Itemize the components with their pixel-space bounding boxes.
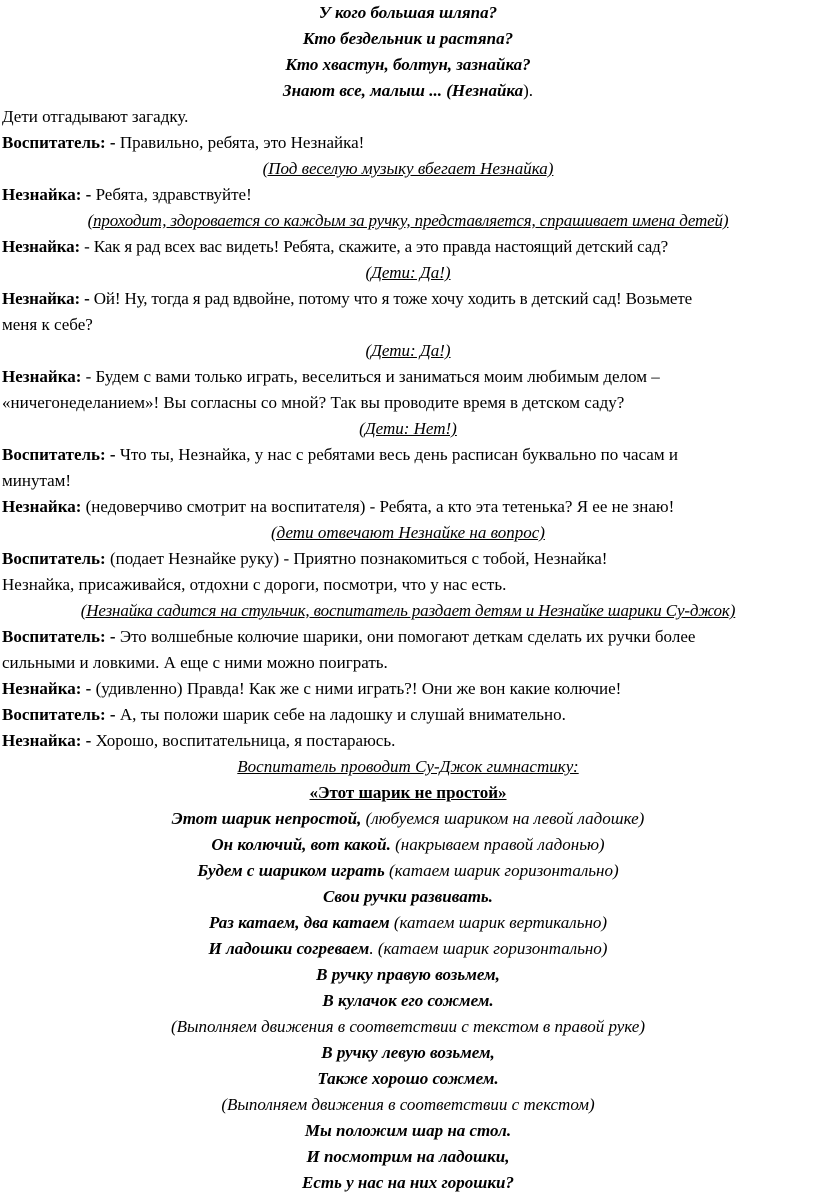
neznaika-line-7 [2, 728, 814, 754]
riddle-line-2: Кто бездельник и растяпа? [302, 29, 514, 48]
document-page [2, 0, 814, 1196]
teacher-line-3b: Незнайка, присаживайся, отдохни с дороги, посмотри, что у нас есть. [2, 575, 507, 594]
kids-answer-yes-2: (Дети: Да!) [365, 341, 451, 360]
riddle-answer: Знают все, малыш ... (Незнайка [282, 81, 524, 100]
stage-direction-3: (дети отвечают Незнайке на вопрос) [271, 523, 545, 542]
neznaika-speech: Ребята, здравствуйте! [91, 185, 252, 204]
stage-direction-5: Воспитатель проводит Су-Джок гимнастику: [237, 757, 579, 776]
teacher-line-2a [2, 442, 814, 468]
poem-verse: Этот шарик непростой, [171, 809, 362, 828]
speaker-neznaika: Незнайка: - [2, 185, 92, 204]
poem-verse: Он колючий, вот какой. [211, 835, 391, 854]
poem-instruction: (любуемся шариком на левой ладошке) [361, 809, 645, 828]
poem-line-10: В ручку левую возьмем, [321, 1043, 495, 1062]
teacher-line-1 [2, 130, 814, 156]
neznaika-line-1 [2, 182, 814, 208]
neznaika-speech: - Как я рад всех вас видеть! Ребята, скажите, а это правда настоящий детский сад? [80, 237, 669, 256]
poem-line-7: В ручку правую возьмем, [316, 965, 500, 984]
speaker-neznaika: Незнайка: [2, 237, 81, 256]
teacher-speech: Это волшебные колючие шарики, они помогают деткам сделать их ручки более [115, 627, 696, 646]
neznaika-speech: Хорошо, воспитательница, я постараюсь. [91, 731, 396, 750]
speaker-teacher: Воспитатель: - [2, 133, 116, 152]
poem-line-5 [2, 910, 814, 936]
neznaika-speech: (удивленно) Правда! Как же с ними играть?! Они же вон какие колючие! [91, 679, 622, 698]
neznaika-line-4a [2, 364, 814, 390]
poem-line-8: В кулачок его сожмем. [322, 991, 494, 1010]
poem-line-14: И посмотрим на ладошки, [306, 1147, 510, 1166]
poem-verse: Раз катаем, два катаем [208, 913, 390, 932]
poem-instruction: . (катаем шарик горизонтально) [369, 939, 608, 958]
poem-title: «Этот шарик не простой» [309, 783, 507, 802]
riddle-line-3: Кто хвастун, болтун, зазнайка? [285, 55, 531, 74]
teacher-line-4a [2, 624, 814, 650]
poem-line-11: Также хорошо сожмем. [317, 1069, 499, 1088]
neznaika-speech: (недоверчиво смотрит на воспитателя) - Ребята, а кто эта тетенька? Я ее не знаю! [81, 497, 675, 516]
teacher-line-4b: сильными и ловкими. А еще с ними можно поиграть. [2, 653, 388, 672]
speaker-neznaika: Незнайка: [2, 367, 82, 386]
riddle-line-1: У кого большая шляпа? [318, 3, 498, 22]
neznaika-line-5 [2, 494, 814, 520]
stage-direction-1: (Под веселую музыку вбегает Незнайка) [262, 159, 554, 178]
speaker-teacher: Воспитатель: - [2, 445, 116, 464]
kids-answer-no: (Дети: Нет!) [359, 419, 457, 438]
poem-line-3 [2, 858, 814, 884]
poem-instruction-9: (Выполняем движения в соответствии с текстом в правой руке) [170, 1017, 646, 1036]
speaker-neznaika: Незнайка: [2, 497, 82, 516]
neznaika-line-4b: «ничегонеделанием»! Вы согласны со мной? Так вы проводите время в детском саду? [2, 393, 625, 412]
poem-instruction: (катаем шарик горизонтально) [384, 861, 619, 880]
speaker-teacher: Воспитатель: [2, 549, 106, 568]
teacher-line-5 [2, 702, 814, 728]
neznaika-speech: - Будем с вами только играть, веселиться и заниматься моим любимым делом – [81, 367, 660, 386]
poem-line-6 [2, 936, 814, 962]
poem-line-15: Есть у нас на них горошки? [302, 1173, 514, 1192]
teacher-speech: (подает Незнайке руку) - Приятно познакомиться с тобой, Незнайка! [105, 549, 608, 568]
poem-instruction: (катаем шарик вертикально) [389, 913, 608, 932]
poem-line-4: Свои ручки развивать. [323, 887, 493, 906]
stage-direction-4: (Незнайка садится на стульчик, воспитатель раздает детям и Незнайке шарики Су-джок) [80, 601, 736, 620]
teacher-speech: Что ты, Незнайка, у нас с ребятами весь день расписан буквально по часам и [115, 445, 678, 464]
speaker-teacher: Воспитатель: - [2, 705, 116, 724]
poem-line-2 [2, 832, 814, 858]
kids-answer-yes: (Дети: Да!) [365, 263, 451, 282]
poem-verse: И ладошки согреваем [208, 939, 370, 958]
speaker-neznaika: Незнайка: - [2, 289, 90, 308]
teacher-line-2b: минутам! [2, 471, 72, 490]
speaker-teacher: Воспитатель: - [2, 627, 116, 646]
teacher-speech: Правильно, ребята, это Незнайка! [115, 133, 365, 152]
poem-instruction: (накрываем правой ладонью) [390, 835, 605, 854]
poem-verse: Будем с шариком играть [197, 861, 385, 880]
poem-line-13: Мы положим шар на стол. [304, 1121, 512, 1140]
teacher-line-3a [2, 546, 814, 572]
neznaika-line-3b: меня к себе? [2, 315, 93, 334]
neznaika-line-2 [2, 234, 814, 260]
poem-line-1 [2, 806, 814, 832]
speaker-neznaika: Незнайка: - [2, 731, 92, 750]
teacher-speech: А, ты положи шарик себе на ладошку и слушай внимательно. [115, 705, 566, 724]
kids-guess-line: Дети отгадывают загадку. [2, 107, 189, 126]
neznaika-line-6 [2, 676, 814, 702]
riddle-line-4 [2, 78, 814, 104]
riddle-tail: ). [523, 81, 534, 100]
stage-direction-2: (проходит, здоровается со каждым за ручку, представляется, спрашивает имена детей) [87, 211, 729, 230]
neznaika-line-3a [2, 286, 814, 312]
speaker-neznaika: Незнайка: - [2, 679, 92, 698]
poem-instruction-12: (Выполняем движения в соответствии с текстом) [221, 1095, 595, 1114]
neznaika-speech: Ой! Ну, тогда я рад вдвойне, потому что я тоже хочу ходить в детский сад! Возьмете [89, 289, 693, 308]
